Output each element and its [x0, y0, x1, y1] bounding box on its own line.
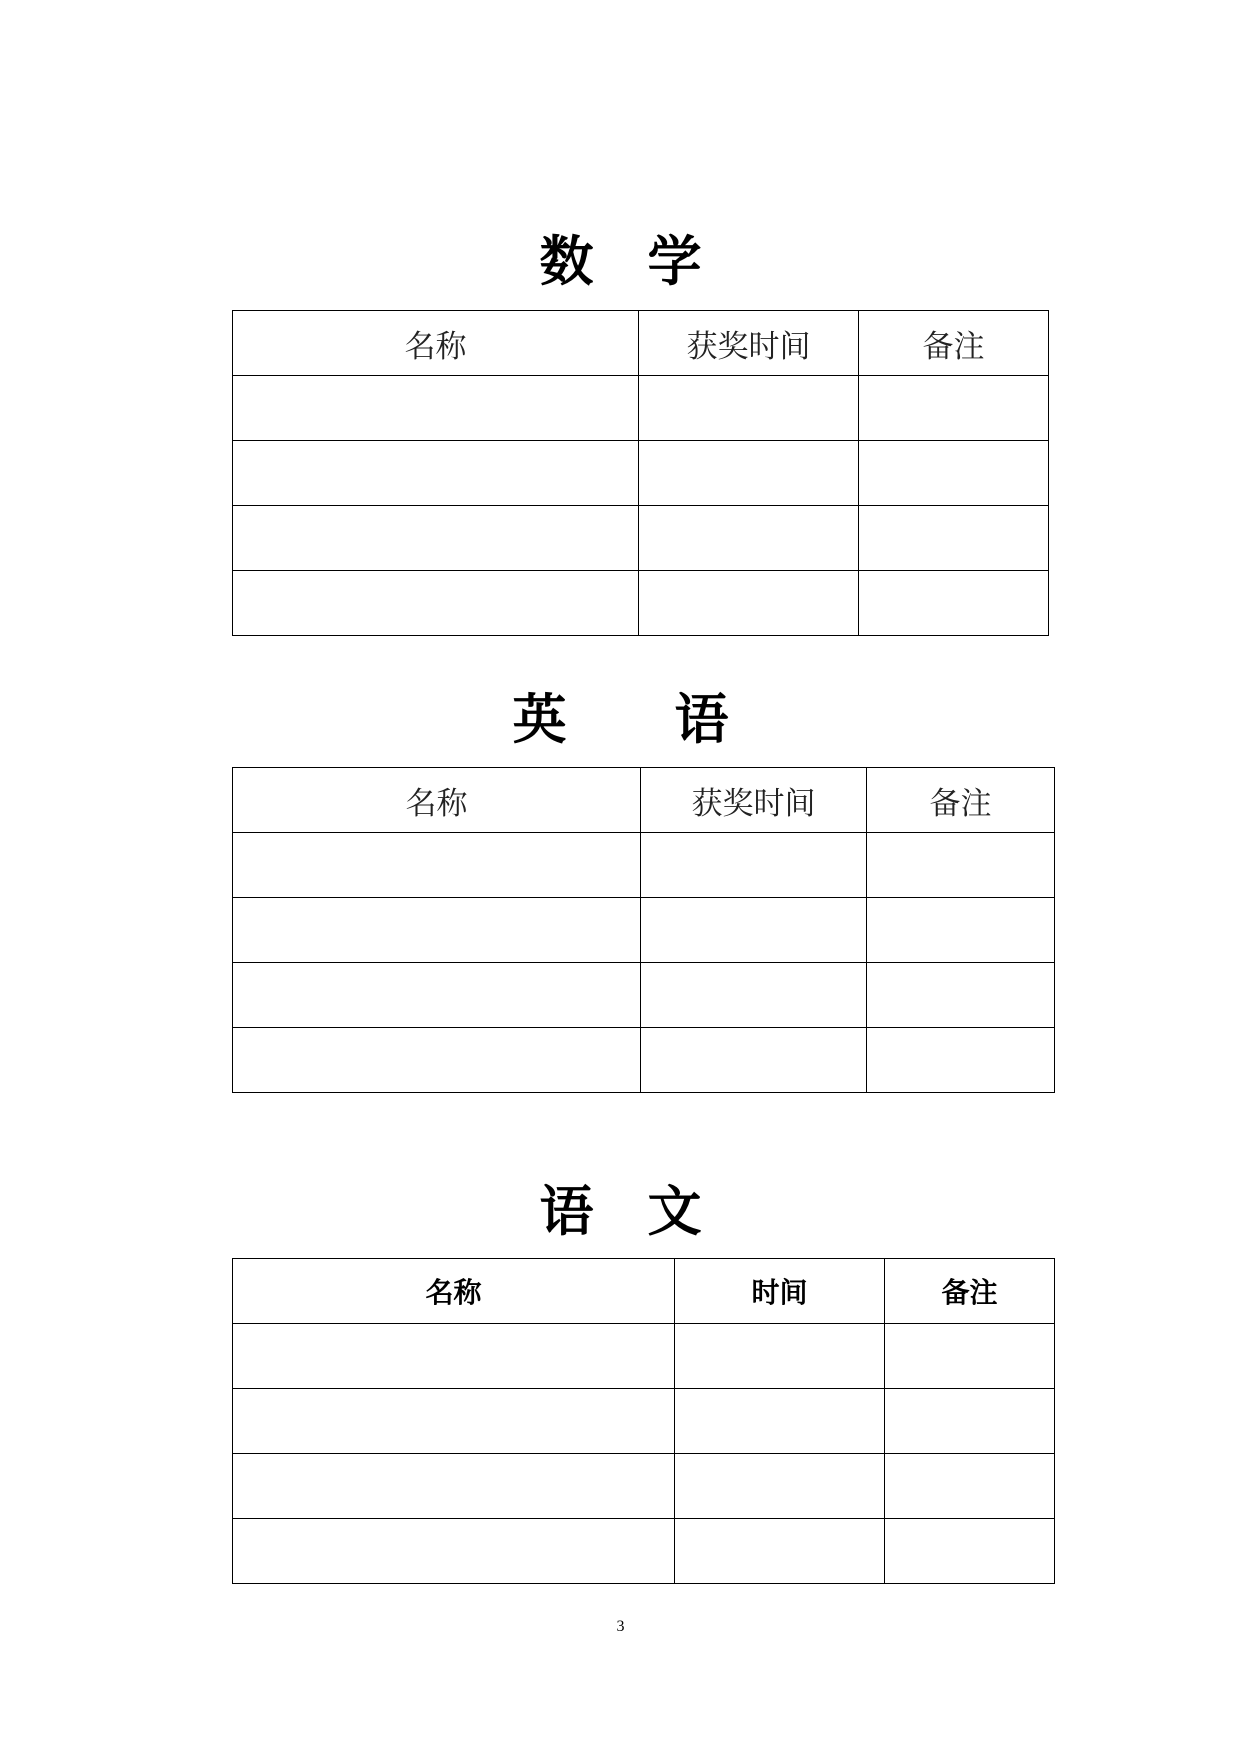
cell-remarks[interactable] — [867, 963, 1055, 1028]
cell-name[interactable] — [233, 1028, 641, 1093]
column-header-remarks: 备注 — [867, 768, 1055, 833]
cell-remarks[interactable] — [885, 1389, 1055, 1454]
math-awards-table — [232, 310, 1049, 636]
table-row — [233, 898, 1055, 963]
cell-name[interactable] — [233, 963, 641, 1028]
table-row — [233, 1028, 1055, 1093]
cell-name[interactable] — [233, 571, 639, 636]
table-row — [233, 571, 1049, 636]
table-row — [233, 1519, 1055, 1584]
section-title-english: 英 语 — [512, 688, 729, 751]
cell-remarks[interactable] — [859, 506, 1049, 571]
column-header-name: 名称 — [233, 311, 639, 376]
cell-award-time[interactable] — [641, 833, 867, 898]
table-row — [233, 833, 1055, 898]
table-row — [233, 1389, 1055, 1454]
cell-name[interactable] — [233, 1389, 675, 1454]
cell-remarks[interactable] — [867, 898, 1055, 963]
cell-name[interactable] — [233, 441, 639, 506]
column-header-time: 时间 — [675, 1259, 885, 1324]
cell-remarks[interactable] — [867, 1028, 1055, 1093]
cell-name[interactable] — [233, 833, 641, 898]
cell-name[interactable] — [233, 1324, 675, 1389]
table-row — [233, 376, 1049, 441]
cell-name[interactable] — [233, 506, 639, 571]
table-row — [233, 1324, 1055, 1389]
column-header-remarks: 备注 — [859, 311, 1049, 376]
cell-remarks[interactable] — [859, 571, 1049, 636]
column-header-name: 名称 — [233, 1259, 675, 1324]
section-title-chinese: 语 文 — [539, 1180, 702, 1243]
cell-award-time[interactable] — [641, 1028, 867, 1093]
cell-award-time[interactable] — [639, 441, 859, 506]
cell-remarks[interactable] — [885, 1324, 1055, 1389]
table-header-row — [233, 1259, 1055, 1324]
page-number: 3 — [616, 1618, 625, 1635]
table-row — [233, 441, 1049, 506]
column-header-award-time: 获奖时间 — [639, 311, 859, 376]
cell-award-time[interactable] — [641, 963, 867, 1028]
cell-remarks[interactable] — [859, 441, 1049, 506]
cell-name[interactable] — [233, 898, 641, 963]
cell-remarks[interactable] — [859, 376, 1049, 441]
cell-time[interactable] — [675, 1454, 885, 1519]
section-title-math: 数 学 — [539, 230, 702, 293]
cell-name[interactable] — [233, 376, 639, 441]
cell-remarks[interactable] — [885, 1519, 1055, 1584]
table-row — [233, 506, 1049, 571]
cell-time[interactable] — [675, 1324, 885, 1389]
cell-award-time[interactable] — [641, 898, 867, 963]
cell-remarks[interactable] — [867, 833, 1055, 898]
table-header-row — [233, 311, 1049, 376]
table-row — [233, 963, 1055, 1028]
column-header-remarks: 备注 — [885, 1259, 1055, 1324]
cell-award-time[interactable] — [639, 506, 859, 571]
column-header-award-time: 获奖时间 — [641, 768, 867, 833]
english-awards-table — [232, 767, 1055, 1093]
column-header-name: 名称 — [233, 768, 641, 833]
table-row — [233, 1454, 1055, 1519]
cell-award-time[interactable] — [639, 376, 859, 441]
cell-time[interactable] — [675, 1519, 885, 1584]
cell-award-time[interactable] — [639, 571, 859, 636]
chinese-awards-table — [232, 1258, 1055, 1584]
cell-time[interactable] — [675, 1389, 885, 1454]
cell-remarks[interactable] — [885, 1454, 1055, 1519]
cell-name[interactable] — [233, 1454, 675, 1519]
cell-name[interactable] — [233, 1519, 675, 1584]
table-header-row — [233, 768, 1055, 833]
